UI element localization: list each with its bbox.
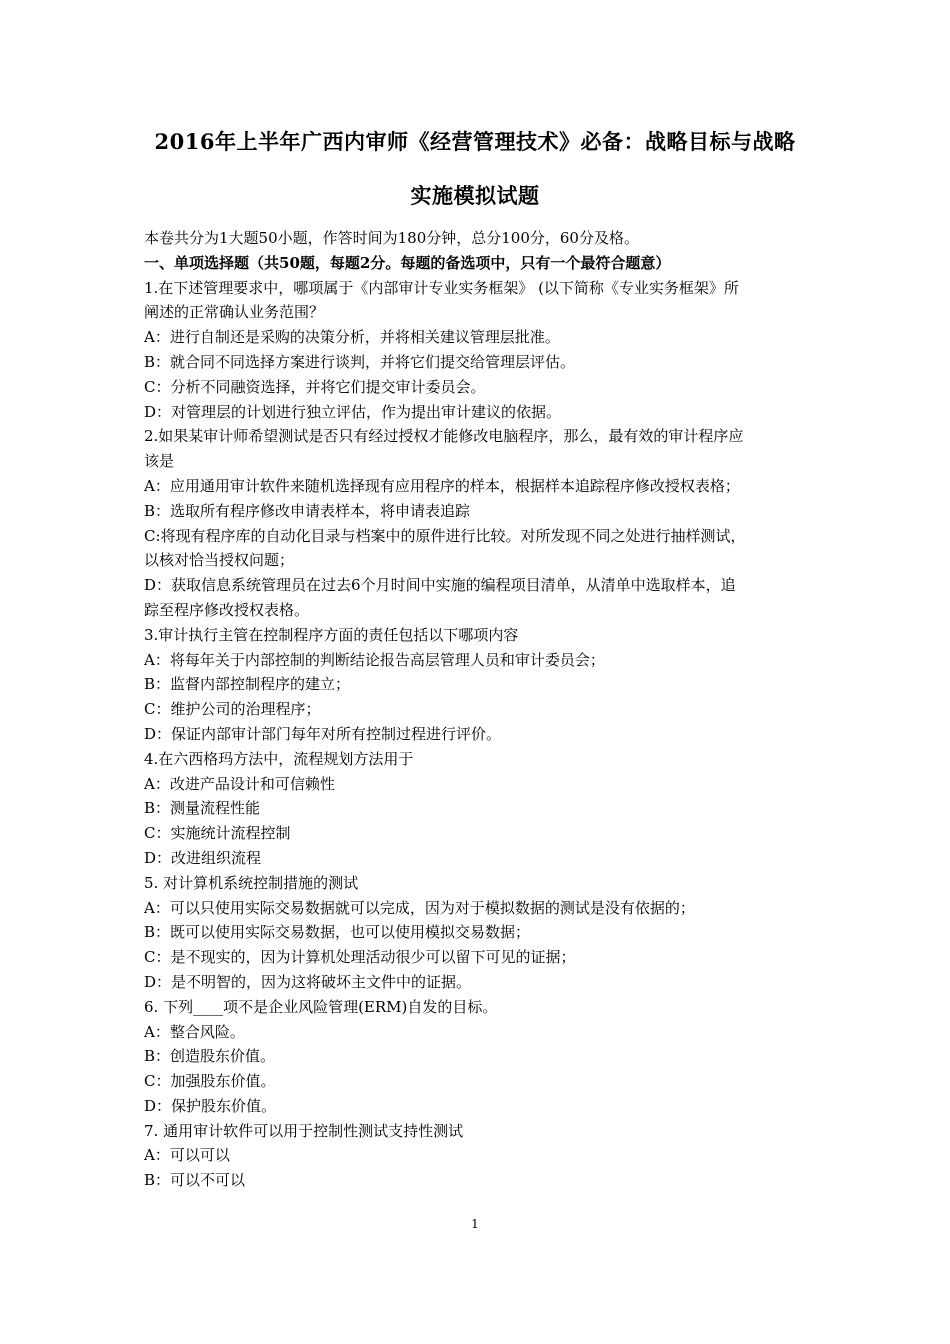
text-line: D：保护股东价值。 [144,1096,277,1115]
text-line: 踪至程序修改授权表格。 [144,600,310,619]
text-line: 4.在六西格玛方法中，流程规划方法用于 [144,749,414,768]
text-line: B：选取所有程序修改申请表样本，将申请表追踪 [144,501,471,520]
text-line: B：可以不可以 [144,1171,246,1190]
text-line: D：获取信息系统管理员在过去6个月时间中实施的编程项目清单，从清单中选取样本，追 [144,576,736,595]
text-line: C：分析不同融资选择，并将它们提交审计委员会。 [144,377,486,396]
document-body [144,226,814,1193]
text-line: A：整合风险。 [144,1022,245,1041]
text-line: C：是不现实的，因为计算机处理活动很少可以留下可见的证据； [144,948,576,967]
text-line: A：进行自制还是采购的决策分析，并将相关建议管理层批准。 [144,328,560,347]
text-line: B：监督内部控制程序的建立； [144,675,351,694]
text-line: B：创造股东价值。 [144,1047,276,1066]
text-line: 2.如果某审计师希望测试是否只有经过授权才能修改电脑程序，那么，最有效的审计程序应 [144,427,744,446]
document-title-line-2: 实施模拟试题 [410,183,540,208]
text-line: 6. 下列____项不是企业风险管理(ERM)自发的目标。 [144,997,498,1016]
text-line: 以核对恰当授权问题； [144,551,295,570]
text-line: C:将现有程序库的自动化目录与档案中的原件进行比较。对所发现不同之处进行抽样测试， [144,526,746,545]
document-title-line-1: 2016年上半年广西内审师《经营管理技术》必备：战略目标与战略 [154,129,796,154]
text-line: B：测量流程性能 [144,799,261,818]
text-line: B：就合同不同选择方案进行谈判，并将它们提交给管理层评估。 [144,352,576,371]
text-line: A：应用通用审计软件来随机选择现有应用程序的样本，根据样本追踪程序修改授权表格； [144,476,740,495]
text-line: C：加强股东价值。 [144,1072,276,1091]
section-heading: 一、单项选择题（共50题，每题2分。每题的备选项中，只有一个最符合题意） [144,253,671,272]
text-line: D：保证内部审计部门每年对所有控制过程进行评价。 [144,724,502,743]
page-number: 1 [471,1217,479,1231]
text-line: D：改进组织流程 [144,848,262,867]
text-line: C：实施统计流程控制 [144,824,291,843]
text-line: 3.审计执行主管在控制程序方面的责任包括以下哪项内容 [144,625,519,644]
text-line: 该是 [144,452,175,471]
text-line: A：将每年关于内部控制的判断结论报告高层管理人员和审计委员会； [144,650,605,669]
text-line: A：可以只使用实际交易数据就可以完成，因为对于模拟数据的测试是没有依据的； [144,898,695,917]
text-line: C：维护公司的治理程序； [144,700,321,719]
text-line: A：可以可以 [144,1146,230,1165]
text-line: D：对管理层的计划进行独立评估，作为提出审计建议的依据。 [144,402,562,421]
text-line: B：既可以使用实际交易数据，也可以使用模拟交易数据； [144,923,531,942]
text-line: 本卷共分为1大题50小题，作答时间为180分钟，总分100分，60分及格。 [144,229,639,247]
text-line: D：是不明智的，因为这将破坏主文件中的证据。 [144,972,472,991]
text-line: A：改进产品设计和可信赖性 [144,774,335,793]
text-line: 阐述的正常确认业务范围？ [144,303,325,322]
text-line: 5. 对计算机系统控制措施的测试 [144,873,359,892]
text-line: 1.在下述管理要求中，哪项属于《内部审计专业实务框架》 (以下简称《专业实务框架》所 [144,278,739,297]
text-line: 7. 通用审计软件可以用于控制性测试支持性测试 [144,1121,464,1140]
